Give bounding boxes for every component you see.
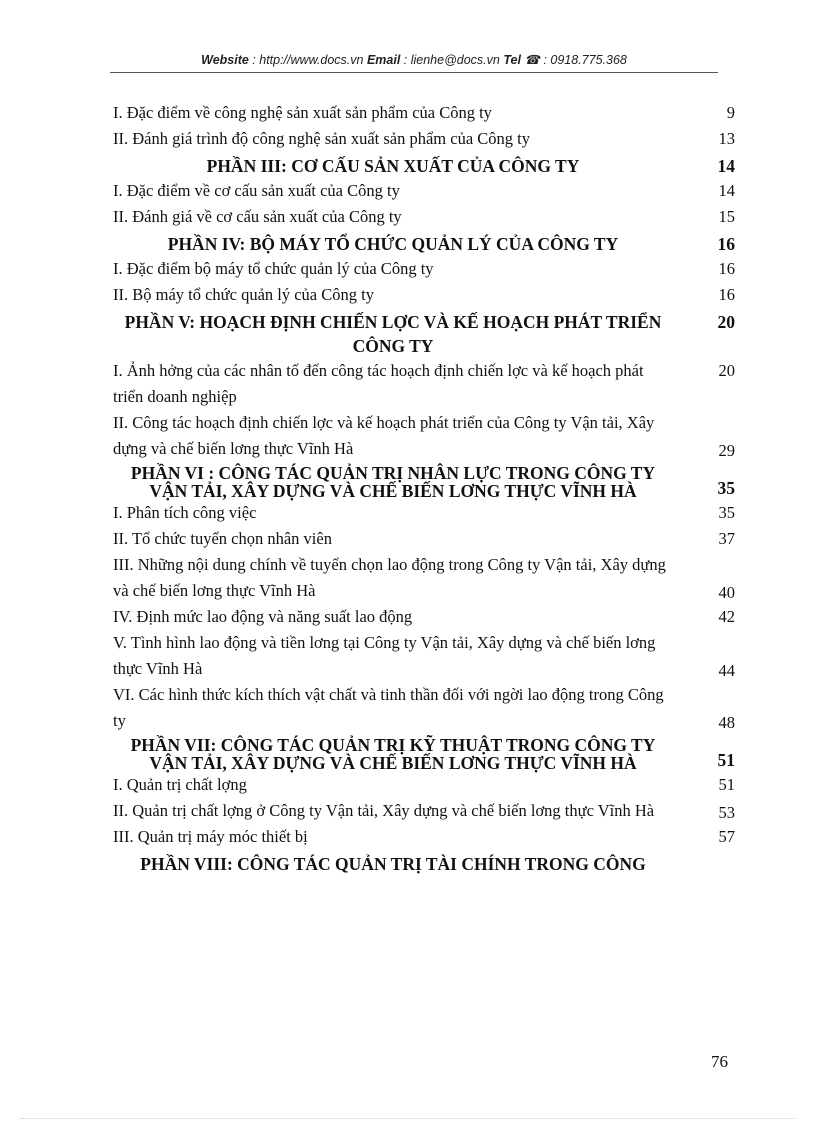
toc-entry[interactable] bbox=[113, 126, 735, 152]
toc-entry-title: I. Phân tích công việc bbox=[113, 503, 257, 522]
toc-entry-title: III. Những nội dung chính về tuyển chọn lao động trong Công ty Vận tải, Xây dựng và chế biến lơng thực Vĩnh Hà bbox=[113, 555, 666, 600]
toc-page-number: 9 bbox=[726, 103, 735, 122]
toc-part-title: PHẦN III: CƠ CẤU SẢN XUẤT CỦA CÔNG TY bbox=[206, 156, 580, 176]
toc-entry[interactable] bbox=[113, 256, 735, 282]
toc-entry[interactable] bbox=[113, 772, 735, 798]
toc-entry-title: IV. Định mức lao động và năng suất lao động bbox=[113, 607, 413, 626]
toc-entry-title: II. Đánh giá trình độ công nghệ sản xuất sản phẩm của Công ty bbox=[113, 129, 530, 148]
toc-page-number: 20 bbox=[718, 361, 735, 380]
toc-entry-title: V. Tình hình lao động và tiền lơng tại Công ty Vận tải, Xây dựng và chế biến lơng thực Vĩnh Hà bbox=[113, 633, 656, 678]
toc-page-number: 29 bbox=[718, 441, 735, 460]
toc-page-number: 14 bbox=[717, 156, 735, 176]
toc-entry[interactable] bbox=[113, 798, 735, 824]
website-value: : http://www.docs.vn bbox=[248, 53, 367, 67]
toc-entry[interactable] bbox=[113, 204, 735, 230]
toc-part-title: PHẦN VIII: CÔNG TÁC QUẢN TRỊ TÀI CHÍNH TRONG CÔNG bbox=[140, 854, 646, 874]
toc-page-number: 44 bbox=[718, 661, 735, 680]
toc-page-number: 42 bbox=[718, 607, 735, 626]
toc-entry[interactable] bbox=[113, 552, 735, 604]
toc-entry[interactable] bbox=[113, 682, 735, 734]
toc-page-number: 57 bbox=[718, 827, 735, 846]
toc-page-number: 16 bbox=[718, 259, 735, 278]
toc-part-heading[interactable] bbox=[113, 736, 735, 772]
toc-entry-title: II. Quản trị chất lợng ở Công ty Vận tải, Xây dựng và chế biến lơng thực Vĩnh Hà bbox=[113, 801, 655, 820]
toc-page-number: 37 bbox=[718, 529, 735, 548]
toc-page-number: 20 bbox=[717, 312, 735, 332]
toc-entry-title: II. Công tác hoạch định chiến lợc và kế hoạch phát triển của Công ty Vận tải, Xây dựng và chế biến lơng thực Vĩnh Hà bbox=[113, 413, 655, 458]
toc-entry[interactable] bbox=[113, 358, 735, 410]
toc-entry-title: I. Đặc điểm về cơ cấu sản xuất của Công ty bbox=[113, 181, 400, 200]
toc-page-number: 16 bbox=[717, 234, 735, 254]
toc-part-title: PHẦN IV: BỘ MÁY TỔ CHỨC QUẢN LÝ CỦA CÔNG TY bbox=[167, 234, 619, 254]
toc-part-heading[interactable] bbox=[113, 154, 735, 178]
toc-entry-title: II. Bộ máy tổ chức quản lý của Công ty bbox=[113, 285, 374, 304]
toc-page-number: 13 bbox=[718, 129, 735, 148]
toc-entry[interactable] bbox=[113, 824, 735, 850]
table-of-contents bbox=[113, 100, 735, 876]
toc-entry[interactable] bbox=[113, 526, 735, 552]
toc-entry-title: III. Quản trị máy móc thiết bị bbox=[113, 827, 308, 846]
toc-part-title: PHẦN VII: CÔNG TÁC QUẢN TRỊ KỸ THUẬT TRONG CÔNG TY VẬN TẢI, XÂY DỰNG VÀ CHẾ BIẾN LƠNG THỰC VĨNH HÀ bbox=[130, 735, 656, 773]
toc-page-number: 35 bbox=[718, 503, 735, 522]
toc-entry[interactable] bbox=[113, 500, 735, 526]
toc-part-heading[interactable] bbox=[113, 464, 735, 500]
tel-label: Tel bbox=[503, 53, 521, 67]
toc-entry[interactable] bbox=[113, 178, 735, 204]
toc-entry[interactable] bbox=[113, 100, 735, 126]
website-label: Website bbox=[201, 53, 249, 67]
toc-part-heading[interactable] bbox=[113, 232, 735, 256]
email-label: Email bbox=[366, 53, 401, 67]
toc-entry[interactable] bbox=[113, 630, 735, 682]
toc-entry-title: I. Quản trị chất lợng bbox=[113, 775, 247, 794]
toc-entry-title: II. Đánh giá về cơ cấu sản xuất của Công ty bbox=[113, 207, 402, 226]
toc-entry-title: I. Đặc điểm về công nghệ sản xuất sản phẩm của Công ty bbox=[113, 103, 492, 122]
toc-entry[interactable] bbox=[113, 604, 735, 630]
header-divider bbox=[110, 72, 718, 73]
toc-page-number: 51 bbox=[717, 750, 735, 770]
toc-page-number: 15 bbox=[718, 207, 735, 226]
toc-page-number: 48 bbox=[718, 713, 735, 732]
toc-page-number: 35 bbox=[717, 478, 735, 498]
toc-entry-title: II. Tổ chức tuyển chọn nhân viên bbox=[113, 529, 332, 548]
toc-entry-title: I. Ảnh hởng của các nhân tố đến công tác hoạch định chiến lợc và kế hoạch phát triển doanh nghiệp bbox=[113, 361, 644, 406]
page-number: 76 bbox=[711, 1052, 728, 1071]
toc-part-heading[interactable] bbox=[113, 310, 735, 358]
toc-page-number: 40 bbox=[718, 583, 735, 602]
toc-entry[interactable] bbox=[113, 282, 735, 308]
toc-part-title: PHẦN V: HOẠCH ĐỊNH CHIẾN LỢC VÀ KẾ HOẠCH PHÁT TRIỂN CÔNG TY bbox=[124, 312, 662, 356]
email-value: : lienhe@docs.vn bbox=[400, 53, 504, 67]
toc-page-number: 51 bbox=[718, 775, 735, 794]
toc-page-number: 53 bbox=[718, 803, 735, 822]
toc-page-number: 16 bbox=[718, 285, 735, 304]
toc-entry[interactable] bbox=[113, 410, 735, 462]
toc-page-number: 14 bbox=[718, 181, 735, 200]
toc-part-heading[interactable] bbox=[113, 852, 735, 876]
toc-entry-title: I. Đặc điểm bộ máy tổ chức quản lý của Công ty bbox=[113, 259, 434, 278]
toc-entry-title: VI. Các hình thức kích thích vật chất và tinh thần đối với ngời lao động trong Công ty bbox=[113, 685, 664, 730]
toc-part-title: PHẦN VI : CÔNG TÁC QUẢN TRỊ NHÂN LỰC TRONG CÔNG TY VẬN TẢI, XÂY DỰNG VÀ CHẾ BIẾN LƠNG THỰC VĨNH HÀ bbox=[130, 463, 656, 501]
tel-value: ☎ : 0918.775.368 bbox=[520, 53, 627, 67]
footer-divider bbox=[20, 1118, 796, 1119]
page-header bbox=[110, 52, 718, 72]
